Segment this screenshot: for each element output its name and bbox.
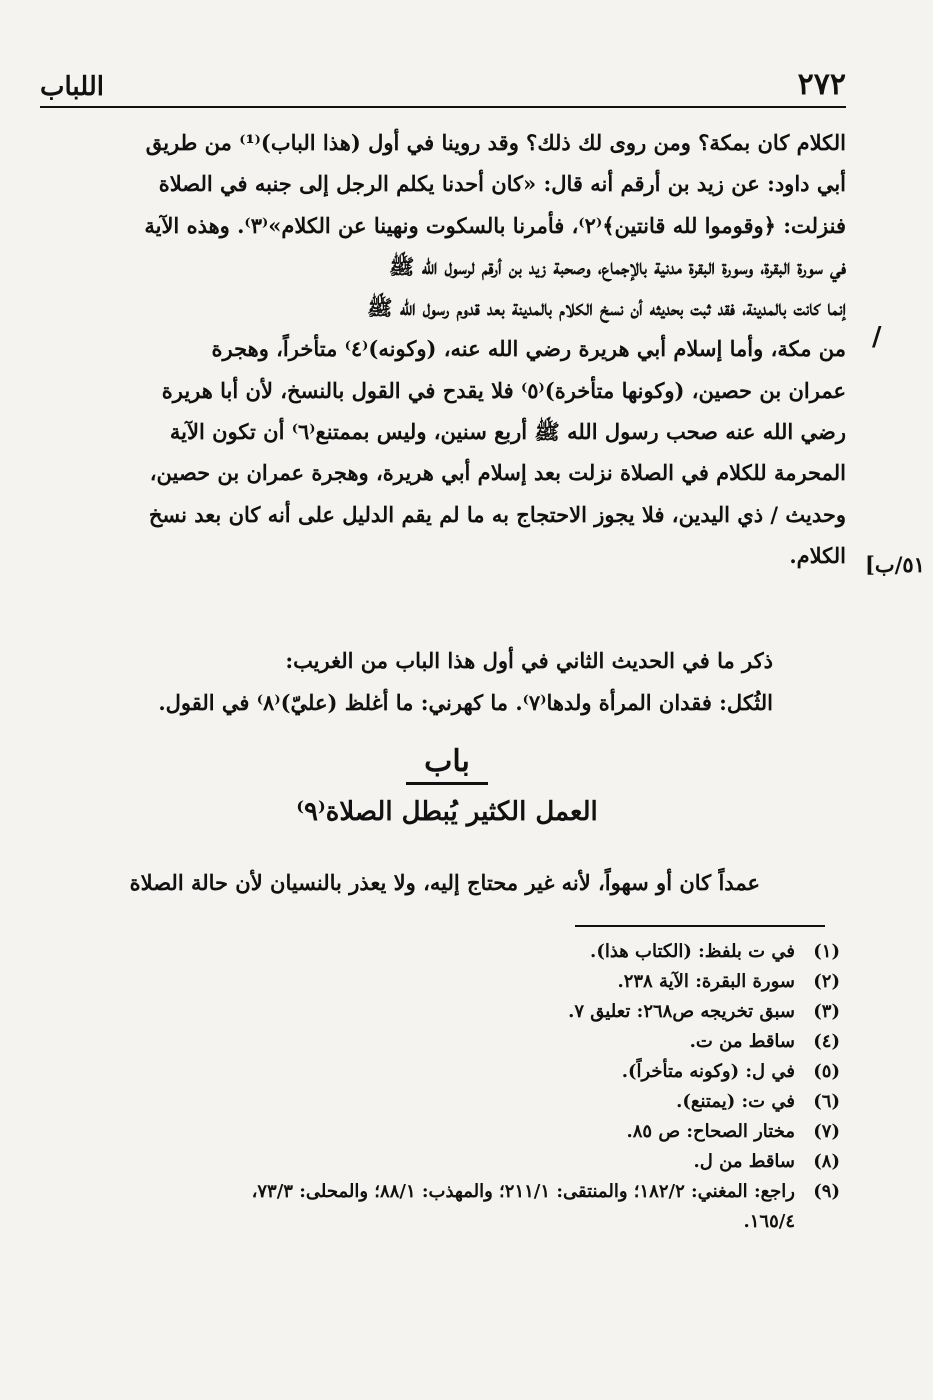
text-line: أبي داود: عن زيد بن أرقم أنه قال: «كان أحدنا يكلم الرجل إلى جنبه في الصلاة: [158, 171, 846, 197]
footnote: [40, 1117, 840, 1147]
margin-slash: /: [872, 322, 882, 352]
footnote: [40, 1057, 840, 1087]
folio-marker: ٥١/ب]: [865, 552, 925, 577]
footnote-text: في ت: (يمتنع).: [676, 1091, 795, 1112]
footnotes: [40, 937, 840, 1237]
text-line: في سورة البقرة، وسورة البقرة مدنية بالإجماع، وصحبة زيد بن أرقم لرسول الله ﷺ: [388, 253, 846, 279]
footnote-number: (٥): [813, 1061, 840, 1082]
footnote-number: (٩): [813, 1181, 840, 1202]
text-line: المحرمة للكلام في الصلاة نزلت بعد إسلام أبي هريرة، وهجرة عمران بن حصين،: [149, 460, 846, 486]
chapter-heading: [48, 742, 846, 827]
footnote: [40, 997, 840, 1027]
footnote-text: راجع: المغني: ١٨٢/٢؛ والمنتقى: ٢١١/١؛ والمهذب: ٨٨/١؛ والمحلى: ٧٣/٣،: [251, 1181, 795, 1202]
footnote-number: (٤): [813, 1031, 840, 1052]
footnote-text: مختار الصحاح: ص ٨٥.: [626, 1121, 795, 1142]
chapter-title: العمل الكثير يُبطل الصلاة⁽٩⁾: [296, 797, 598, 827]
book-title: اللباب: [40, 72, 104, 102]
text-line: فنزلت: ﴿وقوموا لله قانتين﴾⁽٢⁾، فأمرنا بالسكوت ونهينا عن الكلام»⁽٣⁾. وهذه الآية: [144, 212, 846, 238]
footnote: [40, 1027, 840, 1057]
footnote: [40, 1087, 840, 1117]
gharib-section: [48, 640, 773, 724]
footnote-number: (١): [813, 941, 840, 962]
chapter-first-line: عمداً كان أو سهواً، لأنه غير محتاج إليه، ولا يعذر بالنسيان لأن حالة الصلاة: [129, 870, 760, 895]
page-number: ٢٧٢: [797, 67, 846, 102]
text-line: رضي الله عنه صحب رسول الله ﷺ أربع سنين، وليس بممتنع⁽٦⁾ أن تكون الآية: [169, 419, 846, 445]
footnote-number: (٧): [813, 1121, 840, 1142]
page-header: [40, 62, 846, 108]
footnote-number: (٢): [813, 971, 840, 992]
main-text: [48, 122, 846, 576]
text-line: وحديث / ذي اليدين، فلا يجوز الاحتجاج به ما لم يقم الدليل على أنه كان بعد نسخ: [148, 501, 846, 527]
footnote-number: (٦): [813, 1091, 840, 1112]
footnote-number: (٨): [813, 1151, 840, 1172]
bab-word: باب: [406, 742, 488, 785]
footnote: [40, 1177, 840, 1207]
footnote-text: سبق تخريجه ص٢٦٨: تعليق ٧.: [568, 1001, 795, 1022]
text-line: من مكة، وأما إسلام أبي هريرة رضي الله عنه، (وكونه)⁽٤⁾ متأخراً، وهجرة: [211, 336, 846, 362]
text-line: الكلام.: [789, 542, 846, 568]
footnote-number: (٣): [813, 1001, 840, 1022]
footnote-text: ١٦٥/٤.: [743, 1211, 795, 1232]
text-line: الكلام كان بمكة؟ ومن روى لك ذلك؟ وقد روينا في أول (هذا الباب)⁽¹⁾ من طريق: [145, 130, 846, 155]
gharib-text: الثُكل: فقدان المرأة ولدها⁽٧⁾. ما كهرني: ما أغلظ (عليّ)⁽٨⁾ في القول.: [158, 690, 773, 715]
footnote-text: ساقط من ل.: [693, 1151, 795, 1172]
text-line: عمران بن حصين، (وكونها متأخرة)⁽٥⁾ فلا يقدح في القول بالنسخ، لأن أبا هريرة: [161, 377, 846, 403]
footnote: [40, 937, 840, 967]
footnote-text: سورة البقرة: الآية ٢٣٨.: [617, 971, 795, 992]
footnote: [40, 1147, 840, 1177]
footnote: [40, 967, 840, 997]
footnote-text: في ل: (وكونه متأخراً).: [621, 1061, 795, 1082]
footnote-divider: [575, 925, 825, 927]
footnote-text: في ت بلفظ: (الكتاب هذا).: [590, 941, 795, 962]
text-line: إنما كانت بالمدينة، فقد ثبت بحديثه أن نسخ الكلام بالمدينة بعد قدوم رسول الله ﷺ: [367, 295, 846, 321]
footnote-text: ساقط من ت.: [689, 1031, 795, 1052]
footnote-continuation: [40, 1207, 840, 1237]
gharib-heading: ذكر ما في الحديث الثاني في أول هذا الباب من الغريب:: [285, 648, 773, 673]
